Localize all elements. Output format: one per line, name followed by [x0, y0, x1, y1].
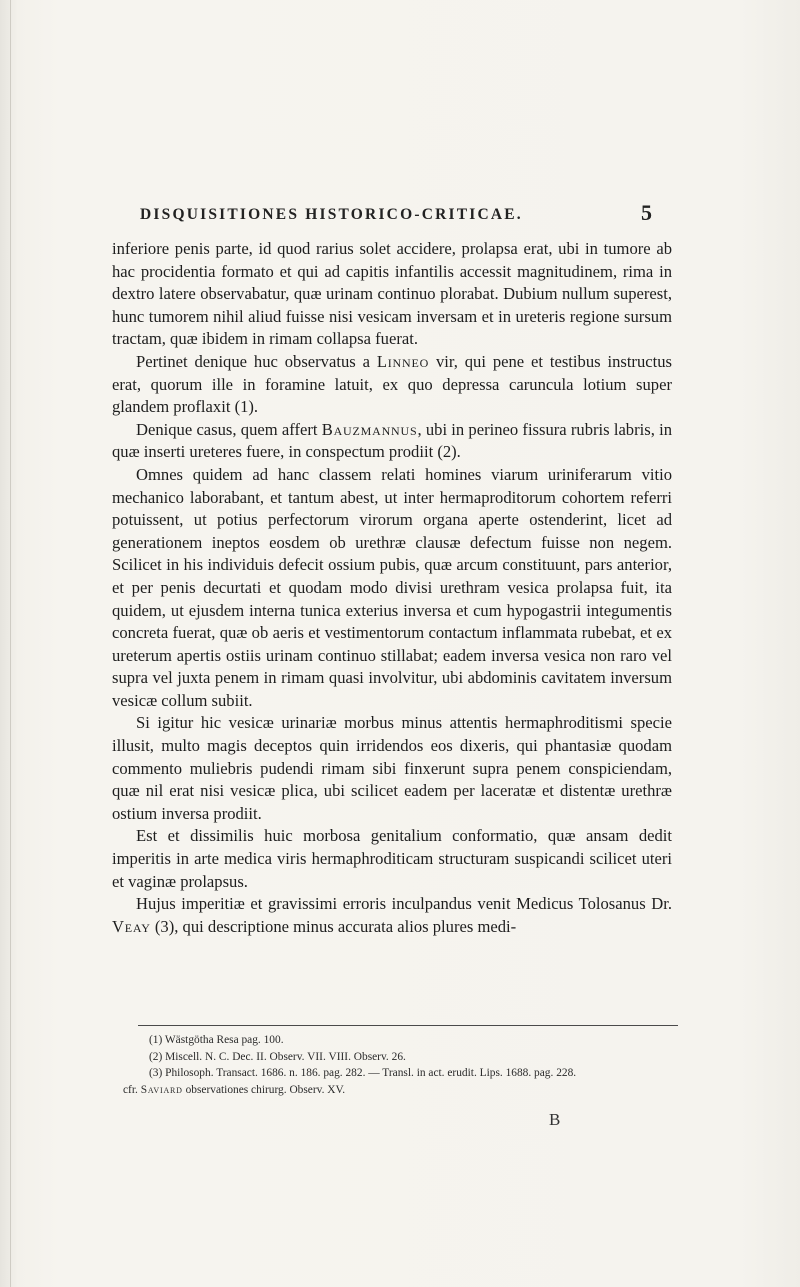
footnotes: [123, 1032, 690, 1098]
paragraph-1: inferiore penis parte, id quod rarius solet accidere, prolapsa erat, ubi in tumore ab hac procidentia formato et qui ad capitis infantilis accessit magnitudinem, rima in dextro latere observabatur, quæ urinam continuo plorabat. Dubium nullum superest, hunc tumorem nihil aliud fuisse nisi vesicam inversam et in ureteris regione sursum tractam, quæ ibidem in rimam collapsa fuerat.: [112, 239, 672, 349]
footnote-3: (3) Philosoph. Transact. 1686. n. 186. pag. 282. — Transl. in act. erudit. Lips. 1688. pag. 228.: [149, 1067, 577, 1079]
page-number: 5: [641, 200, 652, 225]
gutter-line: [10, 0, 11, 1287]
paragraph-5: Si igitur hic vesicæ urinariæ morbus minus attentis hermaphroditismi specie illusit, multo magis deceptos quin irridendos eos dixeris, qui phantasiæ quodam commento muliebris pudendi rimam sibi finxerunt supra penem conspiciendam, quæ nil erat nisi vesicæ plica, ubi scilicet eadem per laceratæ et distentæ urethræ ostium inversa prodiit.: [112, 713, 672, 823]
footnote-3-continuation: cfr. Saviard observationes chirurg. Observ. XV.: [123, 1083, 346, 1096]
paragraph-3: Denique casus, quem affert Bauzmannus, ubi in perineo fissura rubris labris, in quæ inserti ureteres fuere, in conspectum prodiit (2).: [112, 419, 672, 462]
paragraph-4: Omnes quidem ad hanc classem relati homines viarum uriniferarum vitio mechanico laborabant, et tantum abest, ut inter hermaproditorum cohortem referri potuissent, ut potius perfectorum virorum organa aperte ostenderint, licet ad generationem ineptos eosdem ob urethræ clausæ defectum fuisse non negem. Scilicet in his individuis defecit ossium pubis, quæ arcum constituunt, pars anterior, et per penis decurtati et quodam modo divisi urethram vesica prolapsa fuit, ita quidem, ut ejusdem interna tunica exterius inversa et cum hypogastrii integumentis concreta fuerat, quæ ob aeris et vestimentorum contactum inflammata rubebat, et ex ureterum apertis ostiis urinam continuo stillabat; eadem inversa vesica non raro vel supra vel juxta penem in rimam quasi involvitur, ubi abdominis cavitatem inversum vesicæ collum subiit.: [112, 464, 672, 710]
signature-mark: B: [549, 1110, 561, 1129]
body-text: [112, 238, 672, 938]
running-head: DISQUISITIONES HISTORICO-CRITICAE.: [140, 206, 523, 223]
footnote-rule: [138, 1025, 678, 1026]
author-name-linneo: Linneo: [376, 351, 430, 371]
author-name-bauzmannus: Bauzmannus: [321, 419, 418, 439]
paragraph-7: Hujus imperitiæ et gravissimi erroris inculpandus venit Medicus Tolosanus Dr. Veay (3), qui descriptione minus accurata alios plures medi-: [112, 894, 672, 936]
footnote-2: (2) Miscell. N. C. Dec. II. Observ. VII. VIII. Observ. 26.: [149, 1050, 406, 1063]
author-name-saviard: Saviard: [140, 1083, 183, 1096]
paragraph-6: Est et dissimilis huic morbosa genitalium conformatio, quæ ansam dedit imperitis in arte medica viris hermaphroditicam structuram suspicandi scilicet uteri et vaginæ prolapsus.: [112, 826, 672, 891]
paragraph-2: Pertinet denique huc observatus a Linneo vir, qui pene et testibus instructus erat, quorum ille in foramine latuit, ex quo depressa caruncula lotium super glandem proflaxit (1).: [112, 351, 672, 417]
footnote-1: (1) Wästgötha Resa pag. 100.: [149, 1034, 284, 1046]
author-name-veay: Veay: [112, 916, 151, 936]
